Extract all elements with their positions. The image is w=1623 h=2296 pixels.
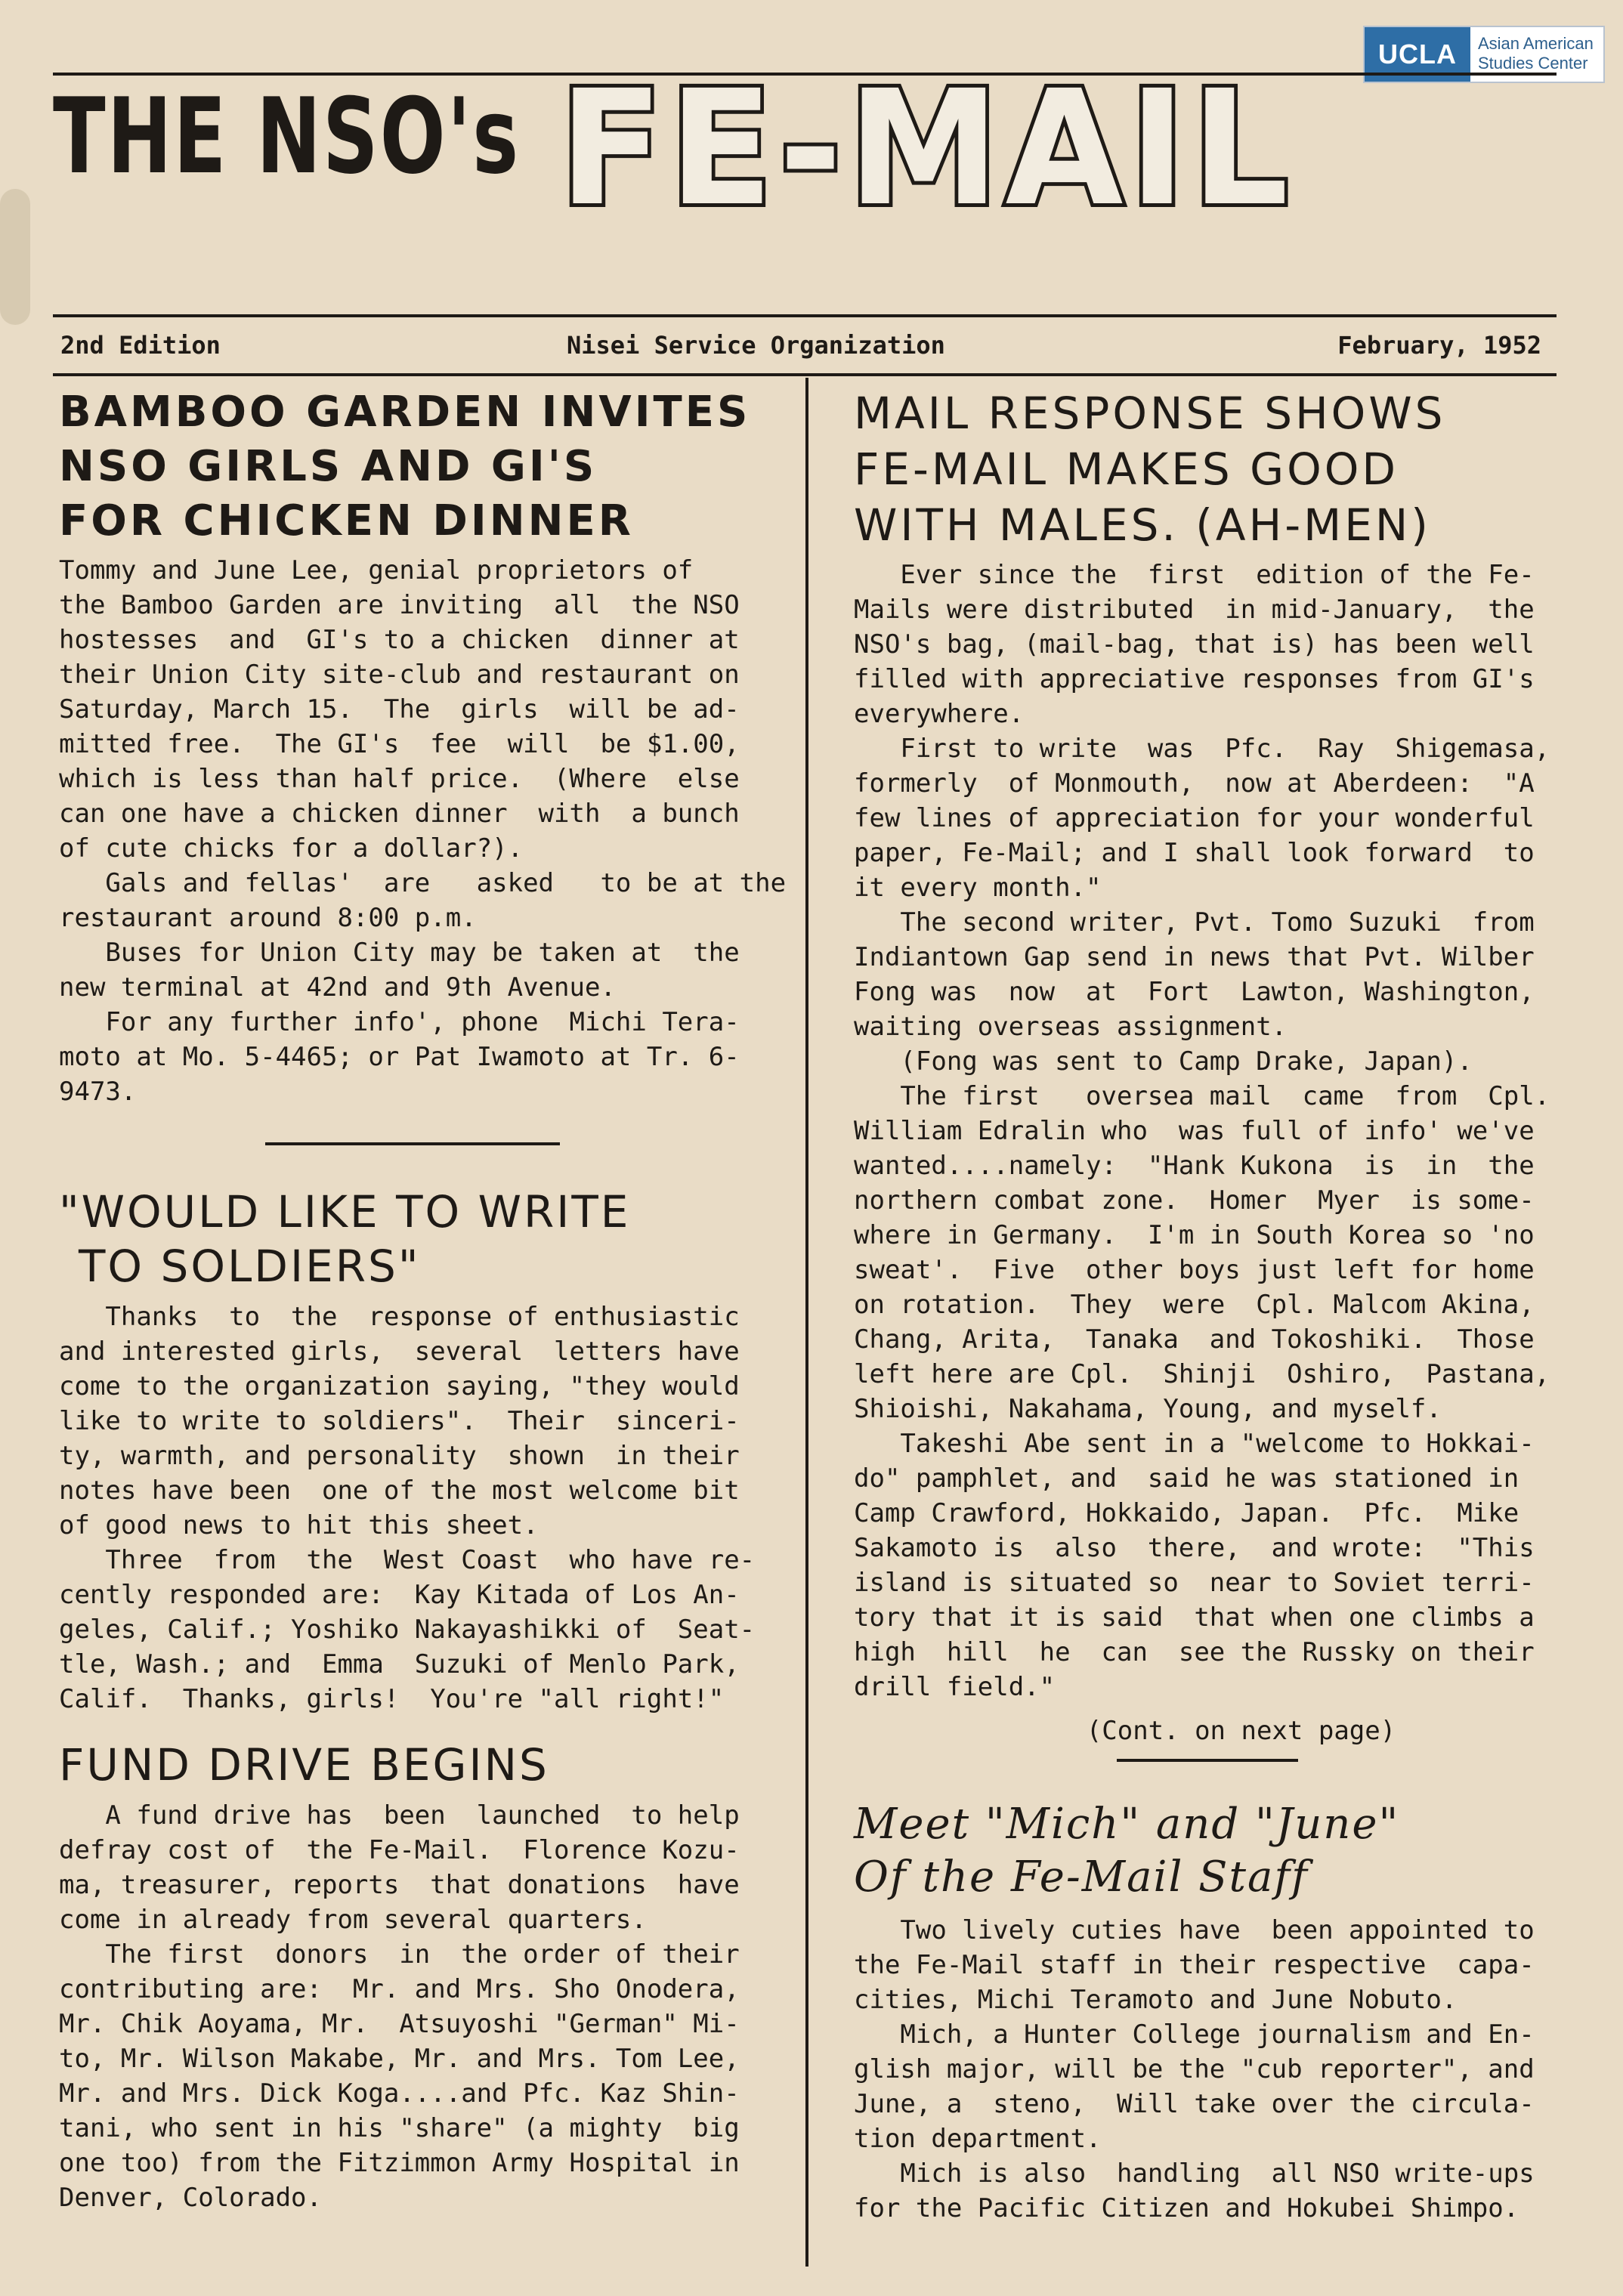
paper-stain bbox=[0, 189, 30, 325]
fund-article-text: A fund drive has been launched to help defray cost of the Fe-Mail. Florence Kozu- ma, treasurer, reports that donations have come in already from several quarters. The first donors in the order of their contributing are: Mr. and Mrs. Sho Onodera, Mr. Chik Aoyama, Mr. Atsuyoshi "German" Mi- to, Mr. Wilson Makabe, Mr. and Mrs. Tom Lee, Mr. and Mrs. Dick Koga....and Pfc. Kaz Shin- tani, who sent in his "share" (a mighty big one too) from the Fitzimmon Army Hospital in Denver, Colorado. bbox=[59, 1800, 740, 2213]
column-divider bbox=[805, 378, 808, 2267]
meet-article-text: Two lively cuties have been appointed to the Fe-Mail staff in their respective capa- cities, Michi Teramoto and June Nobuto. Mich, a Hunter College journalism and En- glish major, will be the "cub reporter", and June, a steno, Will take over the circula- tion department. Mich is also handling all NSO write-ups for the Pacific Citizen and Hokubei Shimpo. bbox=[854, 1915, 1535, 2223]
masthead-nso: THE NSO's bbox=[53, 76, 521, 197]
organization-label: Nisei Service Organization bbox=[567, 331, 945, 360]
issue-date: February, 1952 bbox=[1337, 331, 1541, 360]
aasc-label: Asian American Studies Center bbox=[1478, 34, 1594, 73]
bamboo-article-text: Tommy and June Lee, genial proprietors of the Bamboo Garden are inviting all the NSO hostesses and GI's to a chicken dinner at their Union City site-club and restaurant on Saturday, March 15. The girls will be ad- mitted free. The GI's fee will be $1.00, which is less than half price. (Where else can one have a chicken dinner with a bunch of cute chicks for a dollar?). Gals and fellas' are asked to be at the restaurant around 8:00 p.m. Buses for Union City may be taken at the new terminal at 42nd and 9th Avenue. For any further info', phone Michi Tera- moto at Mo. 5-4465; or Pat Iwamoto at Tr. 6- 9473. bbox=[59, 555, 787, 1107]
continued-note: (Cont. on next page) bbox=[1086, 1716, 1396, 1746]
edition-label: 2nd Edition bbox=[60, 331, 221, 360]
fund-headline: FUND DRIVE BEGINS bbox=[59, 1739, 549, 1791]
section-divider bbox=[265, 1142, 560, 1145]
left-column bbox=[59, 385, 787, 2215]
write-article-text: Thanks to the response of enthusiastic and interested girls, several letters have come to the organization saying, "they would like to write to soldiers". Their sinceri- ty, warmth, and personality shown in their notes have been one of the most welcome bit of good news to hit this sheet. Three from the West Coast who have re- cently responded are: Kay Kitada of Los An- geles, Calif.; Yoshiko Nakayashikki of Seat- tle, Wash.; and Emma Suzuki of Menlo Park, Calif. Thanks, girls! You're "all right!" bbox=[59, 1302, 756, 1714]
meet-headline: Meet "Mich" and "June" Of the Fe-Mail Staff bbox=[854, 1800, 1400, 1902]
ucla-logo: UCLA bbox=[1365, 27, 1470, 82]
section-divider bbox=[1117, 1759, 1298, 1762]
mail-headline: MAIL RESPONSE SHOWS FE-MAIL MAKES GOOD WITH MALES. (AH-MEN) bbox=[854, 388, 1446, 551]
infobar-bottom-rule bbox=[53, 373, 1557, 376]
info-bar bbox=[60, 331, 1541, 366]
mail-article-text: Ever since the first edition of the Fe- Mails were distributed in mid-January, the NSO's bag, (mail-bag, that is) has been well filled with appreciative responses from GI's everywhere. First to write was Pfc. Ray Shigemasa, formerly of Monmouth, now at Aberdeen: "A few lines of appreciation for your wonderful paper, Fe-Mail; and I shall look forward to it every month." The second writer, Pvt. Tomo Suzuki from Indiantown Gap send in news that Pvt. Wilber Fong was now at Fort Lawton, Washington, waiting overseas assignment. (Fong was sent to Camp Drake, Japan). The first oversea mail came from Cpl. William Edralin who was full of info' we've wanted....namely: "Hank Kukona is in the northern combat zone. Homer Myer is some- where in Germany. I'm in South Korea so 'no sweat'. Five other boys just left for home on rotation. They were Cpl. Malcom Akina, Chang, Arita, Tanaka and Tokoshiki. Those left here are Cpl. Shinji Oshiro, Pastana, Shioishi, Nakahama, Young, and myself. Takeshi Abe sent in a "welcome to Hokkai- do" pamphlet, and said he was stationed in Camp Crawford, Hokkaido, Japan. Pfc. Mike Sakamoto is also there, and wrote: "This island is situated so near to Soviet terri- tory that it is said that when one climbs a high hill he can see the Russky on their drill field." bbox=[854, 560, 1550, 1702]
masthead-bottom-rule bbox=[53, 314, 1557, 317]
write-headline: "WOULD LIKE TO WRITE TO SOLDIERS" bbox=[59, 1186, 631, 1292]
masthead-femail: FE-MAIL bbox=[559, 56, 1294, 241]
right-column bbox=[854, 385, 1560, 2226]
bamboo-headline: BAMBOO GARDEN INVITES NSO GIRLS AND GI'S FOR CHICKEN DINNER bbox=[59, 388, 751, 545]
